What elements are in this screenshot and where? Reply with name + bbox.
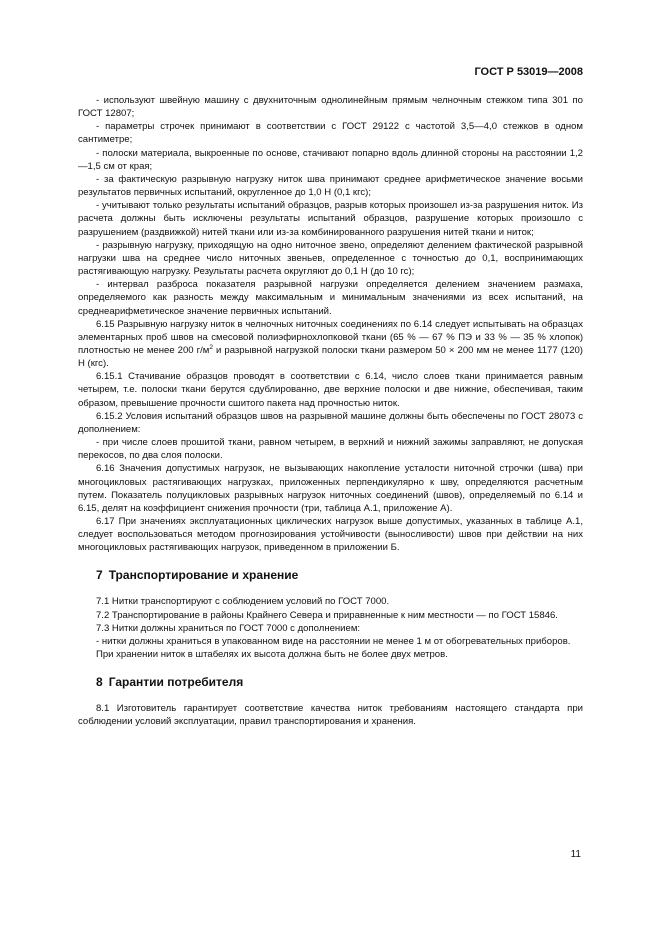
clause-6-15	[78, 318, 583, 371]
list-item: - за фактическую разрывную нагрузку ниток шва принимают среднее арифметическое значение восьми результатов первичных испытаний, округленное до 1,0 Н (0,1 кгс);	[78, 173, 583, 199]
clause-6-15-1: 6.15.1 Стачивание образцов проводят в соответствии с 6.14, число слоев ткани принимается равным четырем, т.е. полоски ткани берутся сдублированно, две верхние полоски и две нижние, обеспечивая, таким образом, превышение прочности сшитого пакета над прочностью ниток.	[78, 371, 583, 409]
document-body	[78, 94, 583, 729]
clause-7-3: 7.3 Нитки должны храниться по ГОСТ 7000 с дополнением:	[96, 622, 361, 634]
clause-7-1: 7.1 Нитки транспортируют с соблюдением условий по ГОСТ 7000.	[96, 596, 390, 608]
clause-7-2: 7.2 Транспортирование в районы Крайнего Севера и приравненные к ним местности — по ГОСТ 15846.	[96, 609, 558, 621]
list-item: - разрывную нагрузку, приходящую на одно ниточное звено, определяют делением фактической разрывной нагрузки шва на среднее число ниточных звеньев, определенное с точностью до 0,1, воспринимающих растягивающую нагрузку. Результаты расчета округляют до 0,1 Н (до 10 гс);	[78, 239, 583, 278]
list-item: - параметры строчек принимают в соответствии с ГОСТ 29122 с частотой 3,5—4,0 стежков в одном сантиметре;	[78, 121, 583, 146]
list-item: - при числе слоев прошитой ткани, равном четырем, в верхний и нижний зажимы заправляют, не допуская перекосов, по два слоя полоски.	[78, 437, 583, 462]
section-8-number: 8	[96, 675, 103, 690]
clause-6-15-text-end: и разрывной нагрузкой полоски ткани размером 50 × 200 мм не менее 1177 (120) Н (кгс).	[78, 344, 583, 370]
document-header: ГОСТ Р 53019—2008	[474, 66, 583, 78]
section-7-number: 7	[96, 568, 103, 583]
list-item: - нитки должны храниться в упакованном виде на расстоянии не менее 1 м от обогревательных приборов.	[96, 635, 571, 647]
storage-note: При хранении ниток в штабелях их высота должна быть не более двух метров.	[96, 649, 448, 661]
page-number: 11	[570, 849, 581, 860]
clause-6-16: 6.16 Значения допустимых нагрузок, не вызывающих накопление усталости ниточной строчки (шва) при многоцикловых растягивающих нагрузках, приложенных перпендикулярно к шву, определяются расчетным путем. Показатель полуцикловых разрывных нагрузок ниточных соединений (швов), определяемый по 6.14 и 6.15, делят на коэффициент снижения прочности (три, таблица А.1, приложение А).	[78, 463, 583, 514]
section-8-heading	[96, 675, 583, 690]
clause-6-15-text: 6.15 Разрывную нагрузку ниток в челночных ниточных соединениях по 6.14 следует испытывать на образцах элементарных проб швов на смесовой полиэфирнохлопковой ткани (65 % — 67 % ПЭ и 33 % — 35 % хлопок) плотностью не менее 200 г/м	[78, 318, 583, 356]
clause-6-17: 6.17 При значениях эксплуатационных циклических нагрузок выше допустимых, указанных в таблице А.1, следует воспользоваться методом прогнозирования устойчивости (выносливости) швов при действии на них многоцикловых растягивающих нагрузок, приведенном в приложении Б.	[78, 516, 583, 554]
superscript: 2	[209, 343, 213, 351]
clause-8-1: 8.1 Изготовитель гарантирует соответствие качества ниток требованиям настоящего стандарта при соблюдении условий эксплуатации, правил транспортирования и хранения.	[78, 703, 583, 728]
list-item: - полоски материала, выкроенные по основе, стачивают попарно вдоль длинной стороны на расстоянии 1,2—1,5 см от края;	[78, 147, 583, 172]
section-7-heading	[96, 568, 583, 583]
list-item: - интервал разброса показателя разрывной нагрузки определяется делением значением размаха, определяемого как разность между максимальным и минимальным значениями из всех испытаний, на среднеарифметическое значение первичных испытаний.	[78, 279, 583, 317]
list-item: - учитывают только результаты испытаний образцов, разрыв которых произошел из-за разрушения ниток. Из расчета должны быть исключены результаты испытаний образцов, разрушение которых произошло с разрушением (раздвижкой) нитей ткани или из-за комбинированного разрушения нитей ткани и ниток;	[78, 200, 583, 238]
clause-6-15-2: 6.15.2 Условия испытаний образцов швов на разрывной машине должны быть обеспечены по ГОСТ 28073 с дополнением:	[78, 410, 583, 435]
section-7-title: Транспортирование и хранение	[108, 568, 299, 583]
list-item: - используют швейную машину с двухниточным однолинейным прямым челночным стежком типа 301 по ГОСТ 12807;	[78, 95, 583, 120]
section-8-title: Гарантии потребителя	[108, 675, 244, 690]
